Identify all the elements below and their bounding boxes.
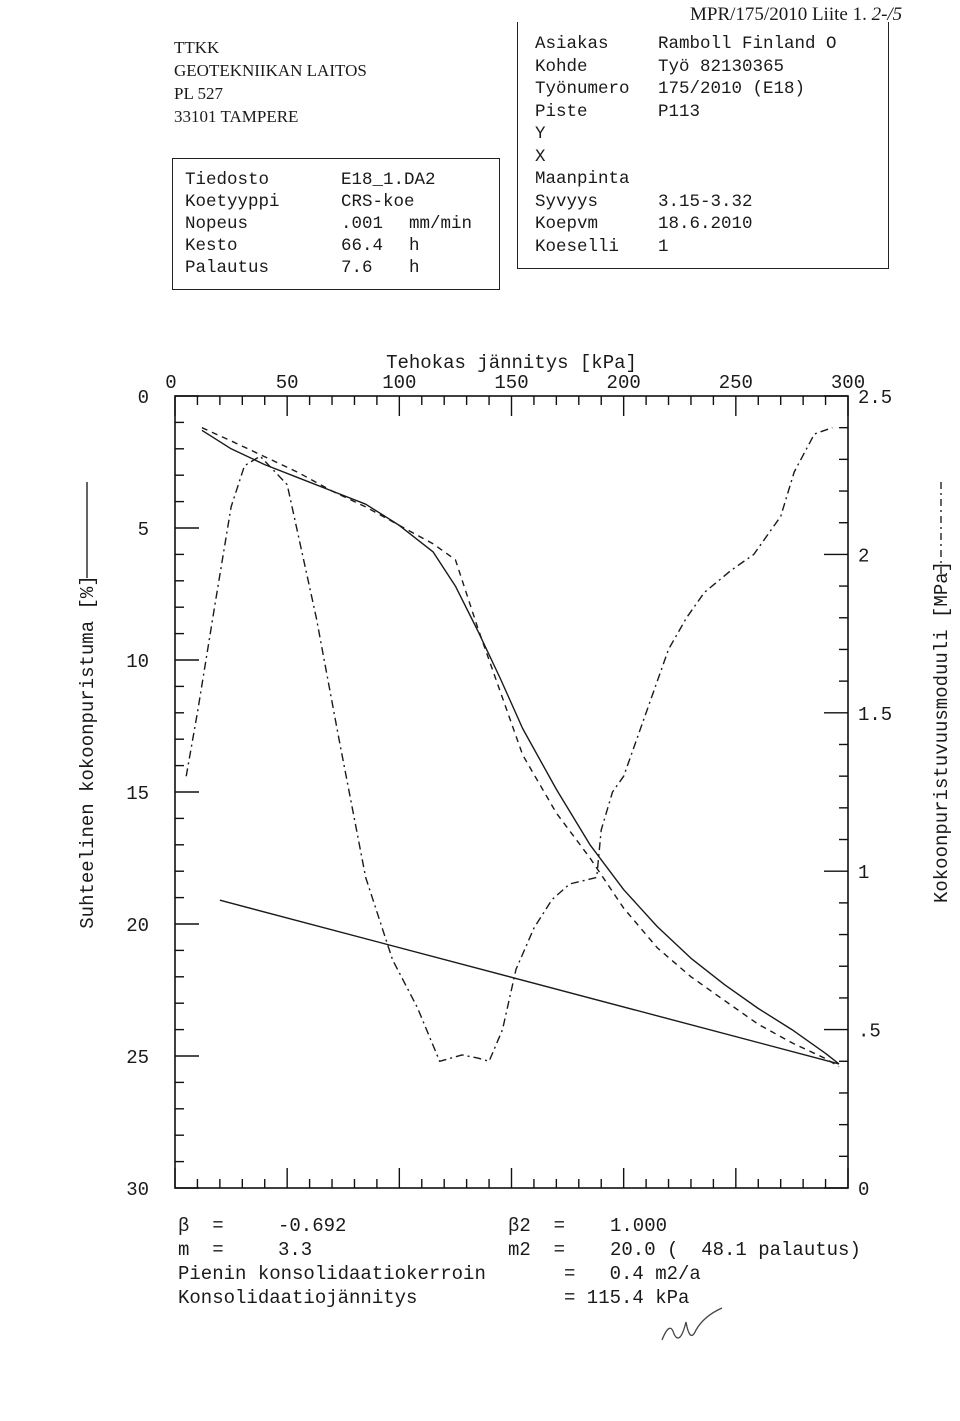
client-value: Ramboll Finland O [658,34,837,54]
file-value: .001 [341,214,384,234]
client-label: Koepvm [535,214,599,234]
y-tick-label: 0 [137,387,149,409]
file-label: Kesto [185,236,238,256]
x-tick-label: 250 [718,372,753,394]
y2-tick-label: .5 [858,1020,881,1043]
client-label: Maanpinta [535,169,630,189]
y-tick-label: 20 [126,915,149,937]
file-label: Nopeus [185,214,249,234]
param-label: β2 = [508,1215,566,1237]
param-value: = 115.4 kPa [564,1287,690,1309]
file-unit: h [409,258,420,278]
x-axis-title: Tehokas jännitys [kPa] [386,352,637,374]
file-unit: h [409,236,420,256]
file-label: Palautus [185,258,270,278]
client-value: 18.6.2010 [658,214,753,234]
y-tick-label: 5 [137,519,149,541]
client-value: 1 [658,236,669,257]
client-label: Asiakas [535,34,609,54]
y-tick-label: 10 [126,651,149,673]
file-value: CRS-koe [341,192,415,212]
param-value: 3.3 [278,1239,313,1261]
file-value: 66.4 [341,236,384,256]
param-label: Pienin konsolidaatiokerroin [178,1263,486,1285]
client-value: 3.15-3.32 [658,191,753,212]
y-tick-label: 25 [126,1047,149,1069]
lab-line: GEOTEKNIIKAN LAITOS [174,61,367,80]
series-line-2 [202,428,839,1067]
y2-tick-label: 0 [858,1179,870,1201]
x-tick-label: 300 [830,372,866,394]
param-value: -0.692 [278,1215,347,1237]
x-tick-label: 100 [382,372,417,394]
param-value: 1.000 [610,1215,668,1237]
client-label: Piste [535,101,588,122]
lab-line: 33101 TAMPERE [174,107,299,126]
file-value: E18_1.DA2 [341,170,436,190]
client-label: Kohde [535,56,588,77]
param-label: Konsolidaatiojännitys [178,1287,418,1309]
client-label: Työnumero [535,79,630,99]
lab-line: PL 527 [174,84,223,103]
series-line-3 [186,428,832,1062]
file-label: Tiedosto [185,170,270,190]
y2-tick-label: 2.5 [858,387,893,409]
param-label: β = [178,1215,224,1237]
y-tick-label: 30 [126,1179,149,1201]
plot-frame [175,396,848,1188]
x-tick-label: 50 [275,372,299,394]
client-value: 175/2010 (E18) [658,79,806,99]
param-label: m2 = [508,1239,566,1261]
client-label: Y [535,124,546,144]
param-label: m = [178,1239,224,1261]
client-value: Työ 82130365 [658,56,785,77]
page-mark: 2-/5 [871,4,903,25]
lab-line: TTKK [174,38,220,57]
file-unit: mm/min [409,214,473,234]
x-tick-label: 150 [494,372,529,394]
y2-tick-label: 1 [858,862,870,885]
series-line-4 [220,900,839,1064]
x-tick-label: 200 [606,372,641,394]
file-label: Koetyyppi [185,192,280,212]
y2-tick-label: 2 [858,545,870,568]
param-value: = 0.4 m2/a [564,1263,701,1285]
parameter-block [178,1215,918,1315]
param-value: 20.0 ( 48.1 palautus) [610,1239,861,1261]
file-value: 7.6 [341,258,373,278]
signature-mark [660,1300,730,1350]
y-axis-title: Suhteelinen kokoonpuristuma [%] [77,575,99,929]
y2-axis-title: Kokoonpuristuvuusmoduuli [MPa] [931,560,953,904]
y2-tick-label: 1.5 [858,703,893,726]
client-label: X [535,146,546,167]
x-tick-label: 0 [165,372,177,394]
y-tick-label: 15 [126,783,149,805]
doc-ref-text: MPR/175/2010 Liite 1. [690,4,867,25]
client-value: P113 [658,101,701,122]
client-label: Syvyys [535,191,599,212]
client-label: Koeselli [535,236,620,257]
